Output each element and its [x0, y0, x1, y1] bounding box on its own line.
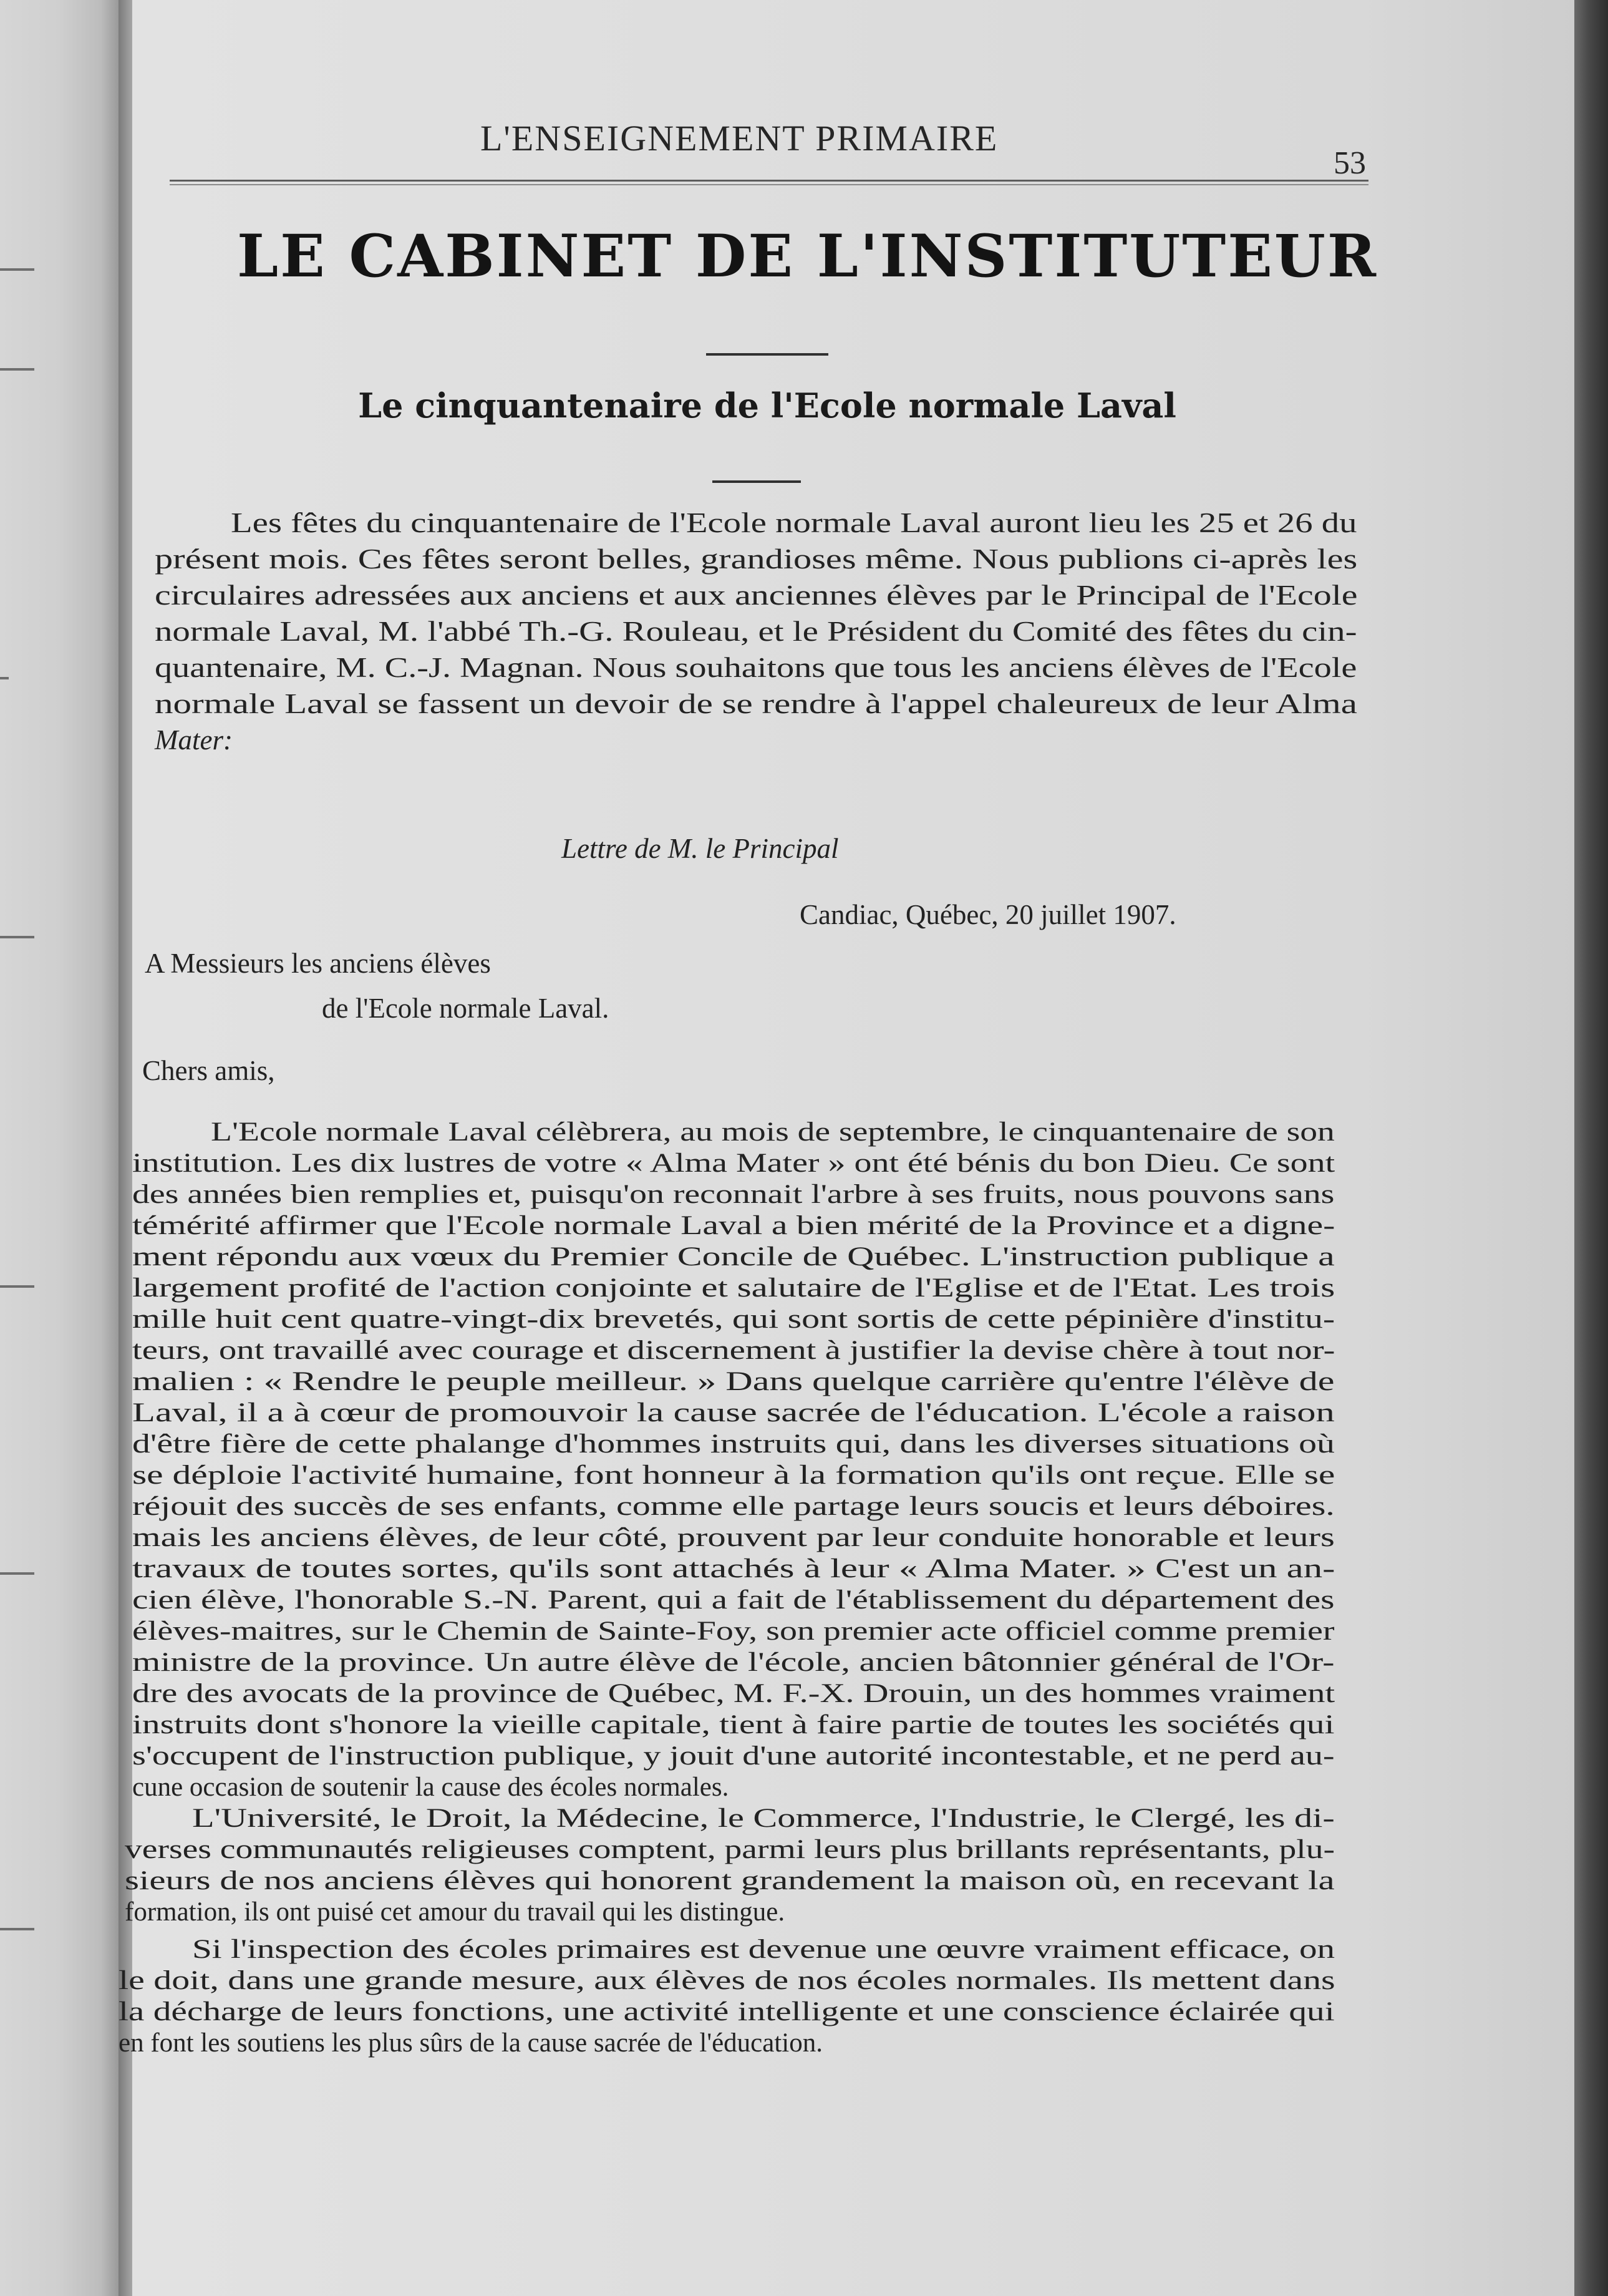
- letter-body-line: verses communautés religieuses comptent, parmi leurs plus brillants représentants, plu-: [125, 1835, 1335, 1864]
- letter-body-line: d'être fière de cette phalange d'hommes instruits qui, dans les diverses situations où: [132, 1429, 1335, 1459]
- intro-line: présent mois. Ces fêtes seront belles, grandioses même. Nous publions ci-après les: [155, 543, 1358, 575]
- edge-mark: [0, 677, 9, 679]
- letter-body-line: ment répondu aux vœux du Premier Concile de Québec. L'instruction publique a: [132, 1242, 1335, 1272]
- letter-place-date: Candiac, Québec, 20 juillet 1907.: [800, 899, 1176, 930]
- edge-mark: [0, 1572, 34, 1575]
- letter-address-line: de l'Ecole normale Laval.: [322, 993, 609, 1024]
- letter-address-line: A Messieurs les anciens élèves: [145, 948, 491, 979]
- intro-line: quantenaire, M. C.-J. Magnan. Nous souhaitons que tous les anciens élèves de l'Ecole: [155, 652, 1357, 683]
- letter-body-line: ministre de la province. Un autre élève de l'école, ancien bâtonnier général de l'Or-: [132, 1648, 1335, 1677]
- intro-line: normale Laval se fassent un devoir de se rendre à l'appel chaleureux de leur Alma: [155, 688, 1357, 719]
- letter-body-line: élèves-maitres, sur le Chemin de Sainte-Foy, son premier acte officiel comme premier: [132, 1617, 1335, 1646]
- intro-line: circulaires adressées aux anciens et aux anciennes élèves par le Principal de l'Ecole: [155, 580, 1358, 611]
- letter-body-line: la décharge de leurs fonctions, une activité intelligente et une conscience éclairée qui: [119, 1997, 1335, 2026]
- letter-body-line: mille huit cent quatre-vingt-dix brevetés, qui sont sortis de cette pépinière d'institu-: [132, 1305, 1335, 1334]
- letter-body-line: formation, ils ont puisé cet amour du travail qui les distingue.: [125, 1897, 785, 1927]
- edge-mark: [0, 1928, 34, 1930]
- running-title: L'ENSEIGNEMENT PRIMAIRE: [480, 118, 999, 158]
- letter-body-line: travaux de toutes sortes, qu'ils sont attachés à leur « Alma Mater. » C'est un an-: [132, 1554, 1335, 1583]
- right-page-edge: [1574, 0, 1608, 2296]
- article-subtitle: Le cinquantenaire de l'Ecole normale Laval: [358, 386, 1176, 426]
- letter-body-line: malien : « Rendre le peuple meilleur. » Dans quelque carrière qu'entre l'élève de: [132, 1367, 1335, 1396]
- edge-mark: [0, 1285, 34, 1288]
- left-page-edge: [0, 0, 119, 2296]
- article-title: LE CABINET DE L'INSTITUTEUR: [237, 222, 1378, 291]
- header-rule: [170, 180, 1368, 185]
- letter-body-line: des années bien remplies et, puisqu'on reconnait l'arbre à ses fruits, nous pouvons sans: [132, 1180, 1335, 1209]
- letter-body-line: dre des avocats de la province de Québec, M. F.-X. Drouin, un des hommes vraiment: [132, 1679, 1335, 1708]
- letter-salutation: Chers amis,: [142, 1055, 275, 1086]
- intro-line: normale Laval, M. l'abbé Th.-G. Rouleau, et le Président du Comité des fêtes du cin-: [155, 616, 1357, 647]
- letter-body-line: institution. Les dix lustres de votre « Alma Mater » ont été bénis du bon Dieu. Ce sont: [132, 1149, 1335, 1178]
- letter-body-line: largement profité de l'action conjointe et salutaire de l'Eglise et de l'Etat. Les trois: [132, 1273, 1335, 1303]
- edge-mark: [0, 268, 34, 271]
- letter-body-line: cien élève, l'honorable S.-N. Parent, qui a fait de l'établissement du département des: [132, 1585, 1335, 1615]
- letter-body-line: instruits dont s'honore la vieille capitale, tient à faire partie de toutes les sociétés qui: [132, 1710, 1335, 1739]
- letter-body-line: réjouit des succès de ses enfants, comme elle partage leurs soucis et leurs déboires.: [132, 1492, 1335, 1521]
- letter-body-line: teurs, ont travaillé avec courage et discernement à justifier la devise chère à tout nor-: [132, 1336, 1335, 1365]
- edge-mark: [0, 936, 34, 938]
- letter-body-line: témérité affirmer que l'Ecole normale Laval a bien mérité de la Province et a digne-: [132, 1211, 1335, 1240]
- letter-body-line: Laval, il a à cœur de promouvoir la cause sacrée de l'éducation. L'école a raison: [132, 1398, 1335, 1428]
- book-gutter: [119, 0, 132, 2296]
- letter-body-line: sieurs de nos anciens élèves qui honorent grandement la maison où, en recevant la: [125, 1866, 1335, 1895]
- letter-body-line: L'Ecole normale Laval célèbrera, au mois de septembre, le cinquantenaire de son: [211, 1117, 1335, 1147]
- letter-body-line: mais les anciens élèves, de leur côté, prouvent par leur conduite honorable et leurs: [132, 1523, 1335, 1552]
- letter-body-line: se déploie l'activité humaine, font honneur à la formation qu'ils ont reçue. Elle se: [132, 1461, 1335, 1490]
- edge-mark: [0, 368, 34, 371]
- letter-body-line: cune occasion de soutenir la cause des écoles normales.: [132, 1773, 729, 1802]
- subtitle-divider: [712, 480, 801, 483]
- letter-heading: Lettre de M. le Principal: [561, 833, 839, 864]
- letter-body-line: Si l'inspection des écoles primaires est devenue une œuvre vraiment efficace, on: [192, 1935, 1335, 1964]
- intro-line: Les fêtes du cinquantenaire de l'Ecole normale Laval auront lieu les 25 et 26 du: [231, 507, 1357, 538]
- title-divider: [706, 353, 828, 356]
- intro-line: Mater:: [155, 724, 233, 756]
- letter-body-line: le doit, dans une grande mesure, aux élèves de nos écoles normales. Ils mettent dans: [119, 1966, 1335, 1995]
- page-number: 53: [1334, 145, 1366, 181]
- letter-body-line: s'occupent de l'instruction publique, y jouit d'une autorité incontestable, et ne perd au-: [132, 1741, 1335, 1771]
- letter-body-line: L'Université, le Droit, la Médecine, le Commerce, l'Industrie, le Clergé, les di-: [192, 1804, 1335, 1833]
- letter-body-line: en font les soutiens les plus sûrs de la cause sacrée de l'éducation.: [119, 2028, 823, 2058]
